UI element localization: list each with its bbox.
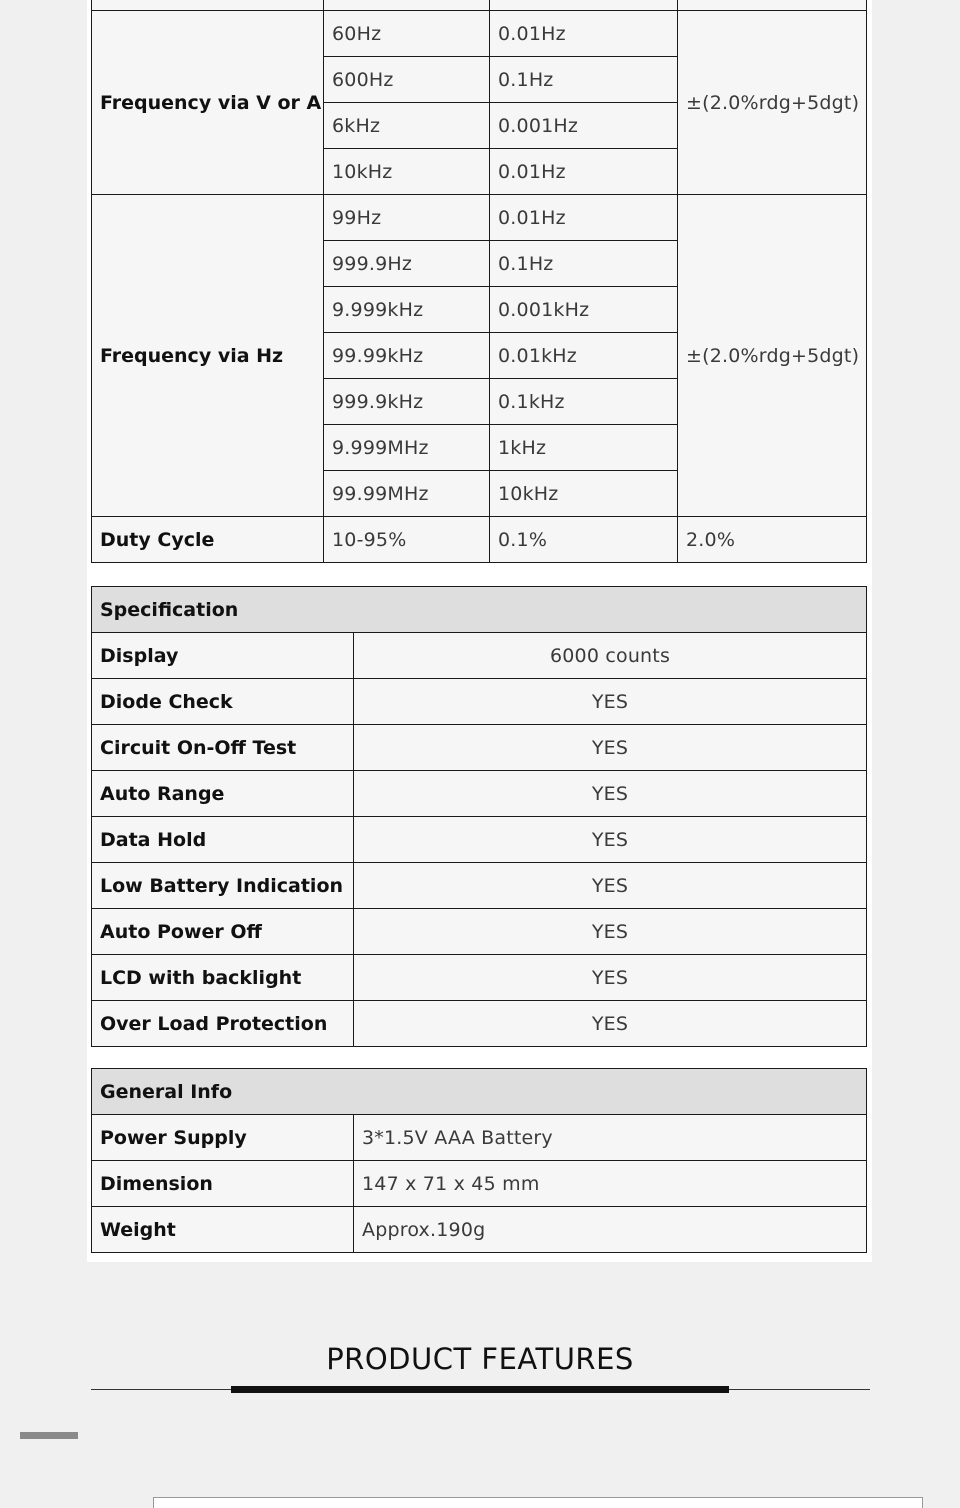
table-row: [92, 679, 867, 725]
row-value: 147 x 71 x 45 mm: [354, 1161, 867, 1207]
table-cell: [678, 0, 867, 11]
row-value: YES: [354, 1001, 867, 1047]
table-header-row: [92, 1069, 867, 1115]
table-cell: [92, 0, 324, 11]
row-value: 3*1.5V AAA Battery: [354, 1115, 867, 1161]
general-info-table: [91, 1068, 867, 1253]
range-cell: 999.9kHz: [324, 379, 490, 425]
table-row: [92, 633, 867, 679]
resolution-cell: 0.01Hz: [490, 11, 678, 57]
table-row: [92, 1001, 867, 1047]
table-row: [92, 817, 867, 863]
row-label: Over Load Protection: [92, 1001, 354, 1047]
section-header: Specification: [92, 587, 867, 633]
range-cell: 99.99MHz: [324, 471, 490, 517]
table-row: [92, 195, 867, 241]
resolution-cell: 0.01Hz: [490, 149, 678, 195]
range-cell: 10-95%: [324, 517, 490, 563]
resolution-cell: 0.1Hz: [490, 57, 678, 103]
row-value: YES: [354, 817, 867, 863]
row-label: Power Supply: [92, 1115, 354, 1161]
section-title: PRODUCT FEATURES: [326, 1342, 634, 1376]
slider-handle: [20, 1432, 78, 1439]
row-label: Dimension: [92, 1161, 354, 1207]
row-label: Duty Cycle: [92, 517, 324, 563]
row-label: Auto Power Off: [92, 909, 354, 955]
row-value: YES: [354, 863, 867, 909]
table-row: [92, 1207, 867, 1253]
row-value: Approx.190g: [354, 1207, 867, 1253]
resolution-cell: 1kHz: [490, 425, 678, 471]
row-value: YES: [354, 909, 867, 955]
table-row: [92, 725, 867, 771]
accuracy-cell: ±(2.0%rdg+5dgt): [678, 195, 867, 517]
table-header-row: [92, 587, 867, 633]
row-label: LCD with backlight: [92, 955, 354, 1001]
table-row: [92, 0, 867, 11]
range-cell: 60Hz: [324, 11, 490, 57]
table-row: [92, 771, 867, 817]
range-cell: 6kHz: [324, 103, 490, 149]
range-cell: 99.99kHz: [324, 333, 490, 379]
resolution-cell: 10kHz: [490, 471, 678, 517]
row-label: Low Battery Indication: [92, 863, 354, 909]
row-label: Diode Check: [92, 679, 354, 725]
range-cell: 99Hz: [324, 195, 490, 241]
row-label: Weight: [92, 1207, 354, 1253]
row-value: YES: [354, 725, 867, 771]
specification-table: [91, 586, 867, 1047]
row-label: Display: [92, 633, 354, 679]
content-frame: [153, 1497, 923, 1508]
resolution-cell: 0.01kHz: [490, 333, 678, 379]
table-cell: [490, 0, 678, 11]
table-row: [92, 517, 867, 563]
row-value: YES: [354, 771, 867, 817]
row-value: 6000 counts: [354, 633, 867, 679]
table-row: [92, 955, 867, 1001]
accuracy-cell: ±(2.0%rdg+5dgt): [678, 11, 867, 195]
row-label: Auto Range: [92, 771, 354, 817]
section-header: General Info: [92, 1069, 867, 1115]
resolution-cell: 0.001Hz: [490, 103, 678, 149]
range-cell: 600Hz: [324, 57, 490, 103]
row-value: YES: [354, 679, 867, 725]
table-row: [92, 1161, 867, 1207]
range-cell: 9.999kHz: [324, 287, 490, 333]
range-cell: 999.9Hz: [324, 241, 490, 287]
table-row: [92, 909, 867, 955]
resolution-cell: 0.01Hz: [490, 195, 678, 241]
row-label: Circuit On-Off Test: [92, 725, 354, 771]
range-cell: 10kHz: [324, 149, 490, 195]
range-cell: 9.999MHz: [324, 425, 490, 471]
resolution-cell: 0.001kHz: [490, 287, 678, 333]
table-row: [92, 1115, 867, 1161]
accuracy-cell: 2.0%: [678, 517, 867, 563]
row-label: Data Hold: [92, 817, 354, 863]
resolution-cell: 0.1%: [490, 517, 678, 563]
row-label: Frequency via Hz: [92, 195, 324, 517]
resolution-cell: 0.1kHz: [490, 379, 678, 425]
table-row: [92, 863, 867, 909]
table-row: [92, 11, 867, 57]
resolution-cell: 0.1Hz: [490, 241, 678, 287]
table-cell: [324, 0, 490, 11]
row-label: Frequency via V or A: [92, 11, 324, 195]
title-underline: [231, 1386, 729, 1393]
frequency-table: [91, 0, 867, 563]
row-value: YES: [354, 955, 867, 1001]
